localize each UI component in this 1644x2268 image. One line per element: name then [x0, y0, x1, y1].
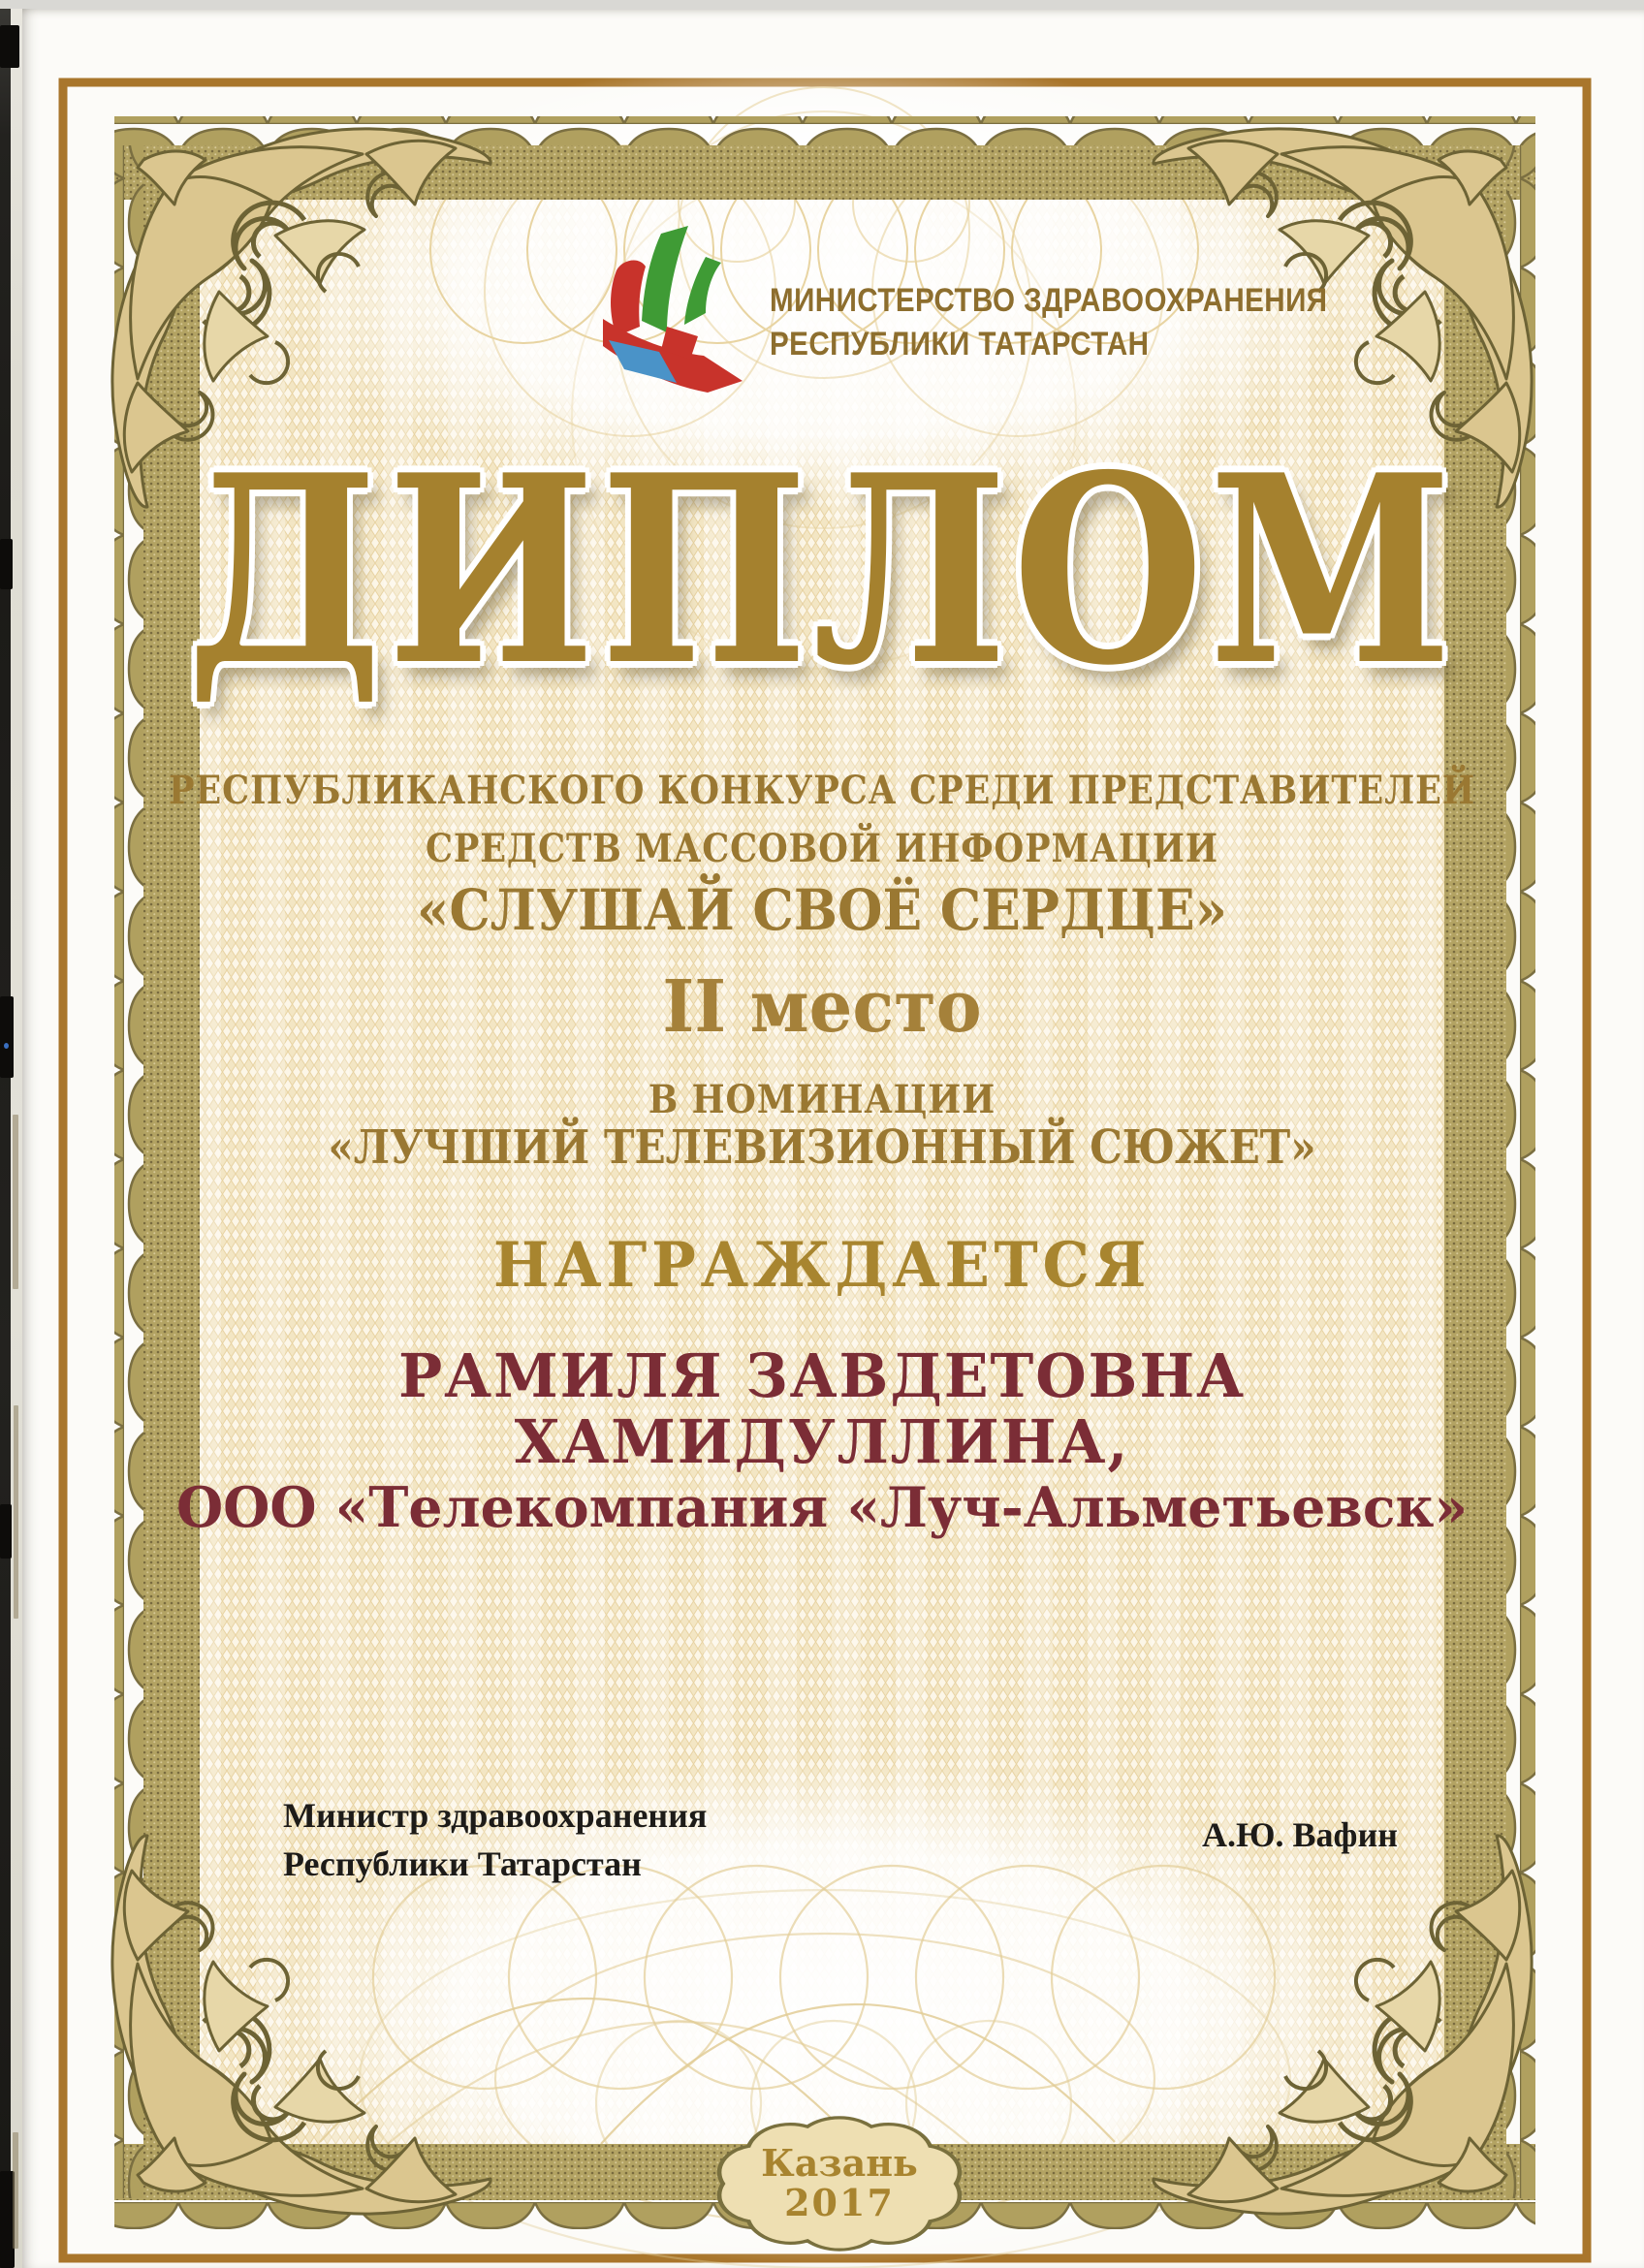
logo-green-blade-2 — [684, 257, 721, 325]
awarded-label: НАГРАЖДАЕТСЯ — [492, 1229, 1152, 1302]
footer-city: Казань — [761, 2141, 918, 2185]
contest-line-2: СРЕДСТВ МАССОВОЙ ИНФОРМАЦИИ — [425, 826, 1219, 871]
nomination-name: «ЛУЧШИЙ ТЕЛЕВИЗИОННЫЙ СЮЖЕТ» — [328, 1120, 1316, 1175]
signatory-name: А.Ю. Вафин — [1202, 1815, 1398, 1854]
footer-year: 2017 — [784, 2181, 895, 2224]
logo-green-blade-1 — [642, 226, 688, 332]
signatory-title — [283, 1791, 707, 1888]
ministry-name-line-2: РЕСПУБЛИКИ ТАТАРСТАН — [770, 326, 1150, 362]
recipient-name-line-1: РАМИЛЯ ЗАВДЕТОВНА — [397, 1340, 1247, 1411]
contest-line-1: РЕСПУБЛИКАНСКОГО КОНКУРСА СРЕДИ ПРЕДСТАВИТЕЛЕЙ — [169, 768, 1475, 813]
recipient-organization: ООО «Телекомпания «Луч-Альметьевск» — [175, 1475, 1469, 1540]
nomination-label: В НОМИНАЦИИ — [648, 1077, 996, 1122]
logo-red-wing — [611, 260, 646, 336]
place-line: II место — [662, 965, 982, 1049]
ministry-logo — [553, 218, 746, 412]
signatory-title-line-1: Министр здравоохранения — [283, 1796, 708, 1835]
page-title: ДИПЛОМ — [186, 418, 1458, 722]
contest-name: «СЛУШАЙ СВОЁ СЕРДЦЕ» — [416, 877, 1228, 943]
ministry-name — [770, 279, 1327, 366]
ministry-name-line-1: МИНИСТЕРСТВО ЗДРАВООХРАНЕНИЯ — [770, 282, 1328, 319]
signatory-title-line-2: Республики Татарстан — [283, 1844, 642, 1883]
recipient-name-line-2: ХАМИДУЛЛИНА, — [514, 1406, 1130, 1477]
